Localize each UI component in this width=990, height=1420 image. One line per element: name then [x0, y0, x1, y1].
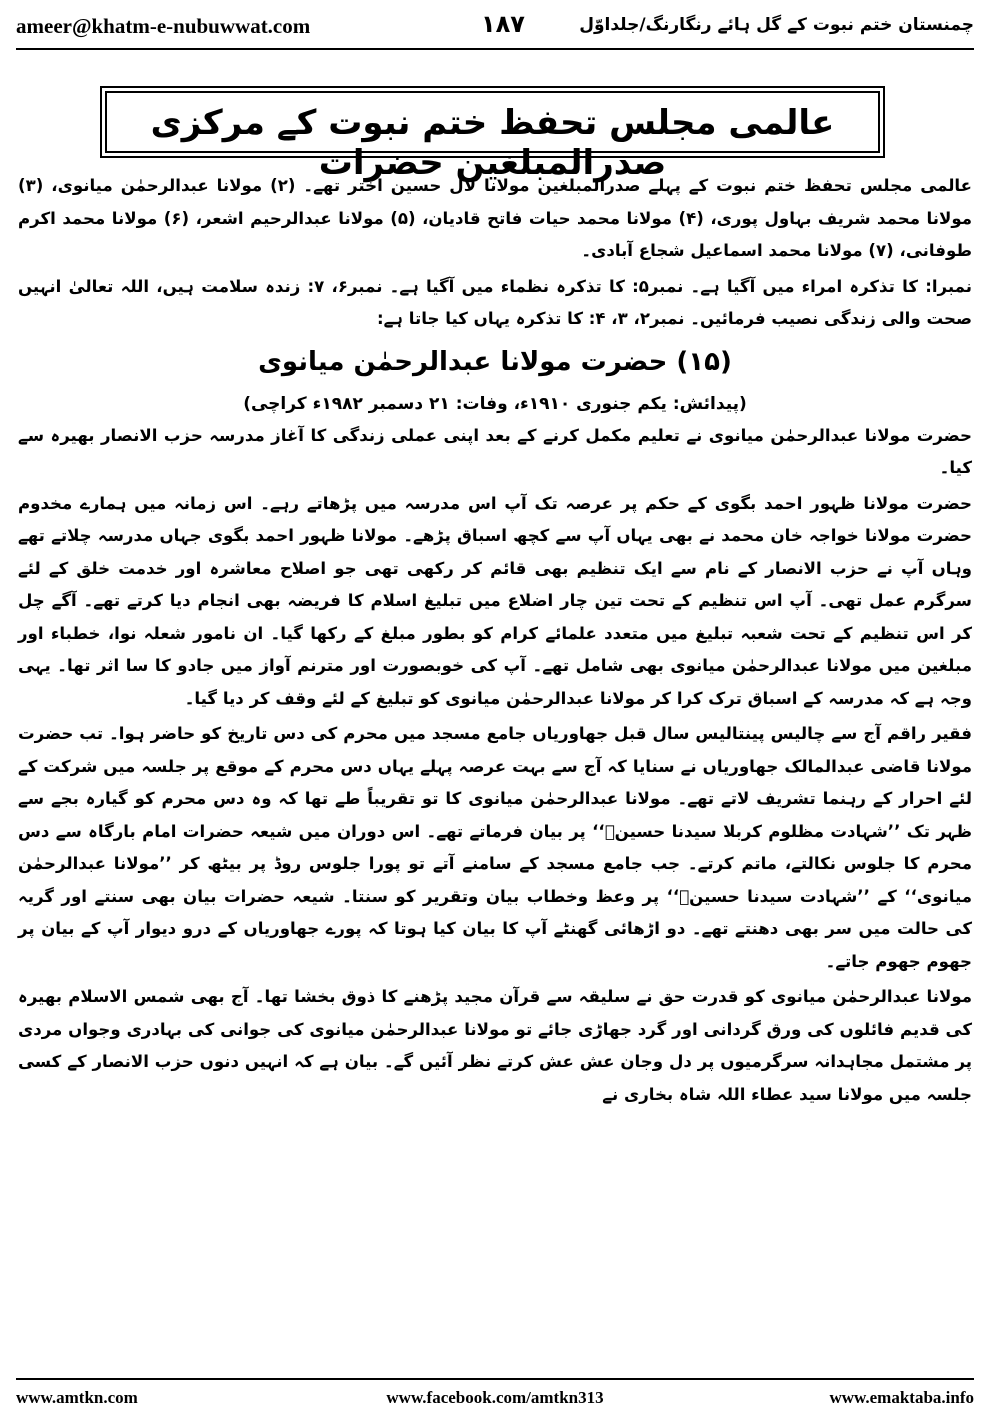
body-paragraph: حضرت مولانا عبدالرحمٰن میانوی نے تعلیم مکمل کرنے کے بعد اپنی عملی زندگی کا آغاز مدرسہ حزب الانصار بھیرہ سے کیا۔ [18, 425, 972, 477]
intro-paragraph-1: عالمی مجلس تحفظ ختم نبوت کے پہلے صدرالمبلغین مولانا لال حسین اختر تھے۔ (۲) مولانا عبدالرحمٰن میانوی، (۳) مولانا محمد شریف بہاول پوری، (۴) مولانا محمد حیات فاتح قادیان، (۵) مولانا عبدالرحیم اشعر، (۶) مولانا محمد اکرم طوفانی، (۷) مولانا محمد اسماعیل شجاع آبادی۔ [18, 176, 972, 260]
body-paragraph: مولانا عبدالرحمٰن میانوی کو قدرت حق نے سلیقہ سے قرآن مجید پڑھنے کا ذوق بخشا تھا۔ آج بھی شمس الاسلام بھیرہ کی قدیم فائلوں کی ورق گردانی اور گرد جھاڑی جائے تو مولانا عبدالرحمٰن میانوی کی جوانی کی بہادری وجواں مردی پر مشتمل مجاہدانہ سرگرمیوں پر دل وجان عش عش کرتے نظر آئیں گے۔ بیان ہے کہ انہیں دنوں حزب الانصار کے کسی جلسہ میں مولانا سید عطاء اللہ شاہ بخاری نے [18, 987, 972, 1104]
chapter-title: عالمی مجلس تحفظ ختم نبوت کے مرکزی صدرالمبلغین حضرات [150, 103, 835, 183]
page-number: ۱۸۷ [481, 10, 525, 38]
birth-death-dates: (پیدائش: یکم جنوری ۱۹۱۰ء، وفات: ۲۱ دسمبر ۱۹۸۲ء کراچی) [243, 393, 747, 414]
body-paragraph: فقیر راقم آج سے چالیس پینتالیس سال قبل جھاوریاں جامع مسجد میں محرم کی دس تاریخ کو حاضر ہوا۔ تب حضرت مولانا قاضی عبدالمالک جھاوریاں نے سنایا کہ آج سے بہت عرصہ پہلے یہاں دس محرم کے موقع پر جلسہ میں شرکت کے لئے احرار کے رہنما تشریف لاتے تھے۔ مولانا عبدالرحمٰن میانوی کا تو تقریباً طے تھا کہ وہ دس محرم کو گیارہ بجے سے ظہر تک ’’شہادت مظلوم کربلا سیدنا حسینؓ‘‘ پر بیان فرماتے تھے۔ اس دوران میں شیعہ حضرات امام بارگاہ سے دس محرم کا جلوس نکالتے، ماتم کرتے۔ جب جامع مسجد کے سامنے آتے تو پورا جلوس روڈ پر بیٹھ کر ’’مولانا عبدالرحمٰن میانوی‘‘ کے ’’شہادت سیدنا حسینؓ‘‘ پر وعظ وخطاب بیان وتقریر کو سنتا۔ شیعہ حضرات بیان بھی سنتے اور گریہ کی حالت میں سر بھی دھنتے تھے۔ دو اڑھائی گھنٹے آپ کا بیان کیا ہوتا کہ پورے جھاوریاں کے درو دیوار آپ کے بیان پر جھوم جھوم جاتے۔ [18, 724, 972, 971]
intro-paragraph-2: نمبرا: کا تذکرہ امراء میں آگیا ہے۔ نمبر۵: کا تذکرہ نظماء میں آگیا ہے۔ نمبر۶، ۷: زندہ سلامت ہیں، اللہ تعالیٰ انہیں صحت والی زندگی نصیب فرمائیں۔ نمبر۲، ۳، ۴: کا تذکرہ یہاں کیا جاتا ہے: [18, 276, 972, 328]
chapter-title-box [100, 86, 885, 183]
header-email: ameer@khatm-e-nubuwwat.com [16, 14, 311, 38]
footer-link-facebook[interactable]: www.facebook.com/amtkn313 [386, 1388, 604, 1407]
footer-link-emaktaba[interactable]: www.emaktaba.info [829, 1388, 974, 1407]
section-heading: (۱۵) حضرت مولانا عبدالرحمٰن میانوی [258, 346, 732, 377]
footer-link-amtkn[interactable]: www.amtkn.com [16, 1388, 138, 1407]
book-title: چمنستان ختم نبوت کے گل ہائے رنگارنگ/جلداوّل [579, 15, 974, 35]
page-footer [16, 1378, 974, 1416]
main-content [18, 170, 972, 1370]
page-header [16, 8, 974, 50]
body-paragraph: حضرت مولانا ظہور احمد بگوی کے حکم پر عرصہ تک آپ اس مدرسہ میں پڑھاتے رہے۔ اس زمانہ میں ہمارے مخدوم حضرت مولانا خواجہ خان محمد نے بھی یہاں آپ سے کچھ اسباق پڑھے۔ مولانا ظہور احمد بگوی جہاں مدرسہ چلاتے تھے وہاں آپ نے حزب الانصار کے نام سے ایک تنظیم بھی قائم کر رکھی تھی جو اصلاح معاشرہ اور خدمت خلق کے لئے سرگرم عمل تھی۔ آپ اس تنظیم کے تحت تین چار اضلاع میں تبلیغ اسلام کا فریضہ بھی انجام دیا کرتے تھے۔ آگے چل کر اس تنظیم کے تحت شعبہ تبلیغ میں متعدد علمائے کرام کو بطور مبلغ کے رکھا گیا۔ ان نامور شعلہ نوا، خطباء اور مبلغین میں مولانا عبدالرحمٰن میانوی بھی شامل تھے۔ آپ کی خوبصورت اور مترنم آواز میں جادو کا سا اثر تھا۔ یہی وجہ ہے کہ مدرسہ کے اسباق ترک کرا کر مولانا عبدالرحمٰن میانوی کو تبلیغ کے لئے وقف کر دیا گیا۔ [18, 493, 972, 708]
